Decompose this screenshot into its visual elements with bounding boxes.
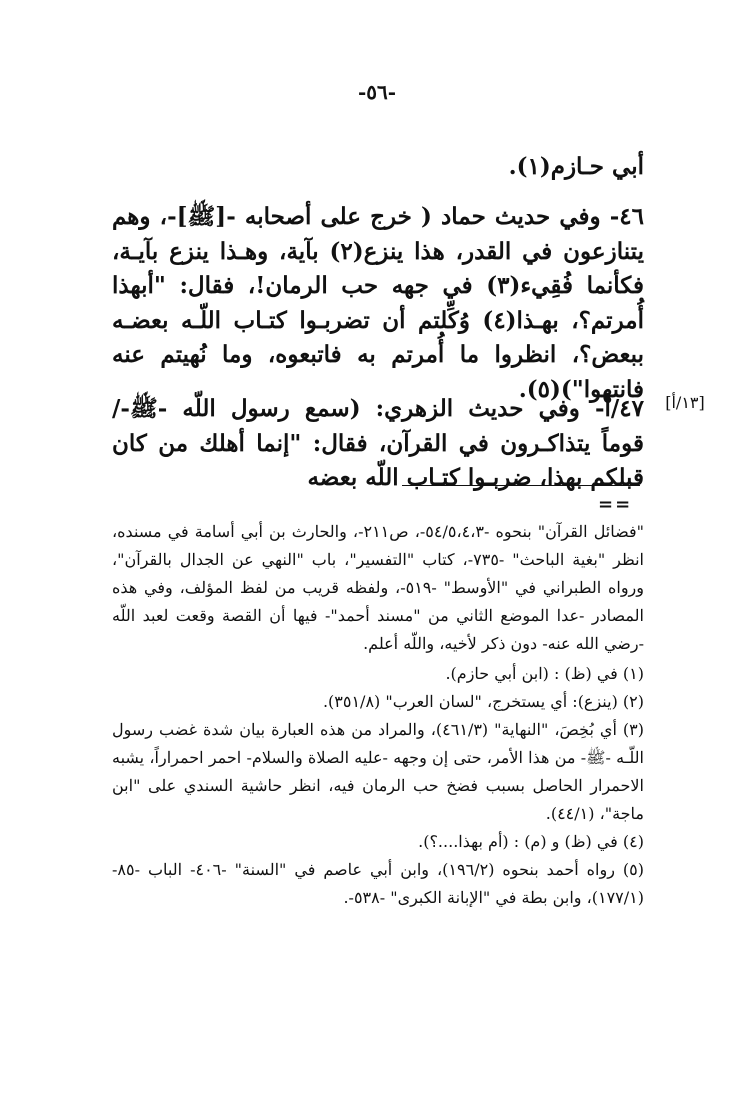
footnotes-section [112, 518, 644, 912]
footnote-4: (٤) في (ظ) و (م) : (أم بهذا....؟). [418, 832, 644, 851]
margin-folio-note: [١٣/أ] [665, 393, 705, 412]
footnote-3: (٣) أي بُخِصَ، "النهاية" (٤٦١/٣)، والمراد من هذه العبارة بيان شدة غضب رسول اللّـه -ﷺ- من هذا الأمر، حتى إن وجهه -عليه الصلاة والسلام- احمر احمراراً، يشبه الاحمرار الحاصل بسبب فضخ حب الرمان فيه، انظر حاشية السندي على "ابن ماجة"، (٤٤/١). [112, 720, 644, 823]
page-number: -٥٦- [357, 80, 397, 104]
paragraph-hadith-47: ٤٧/أ- وفي حديث الزهري: (سمع رسول اللّه -ﷺ-/ قوماً يتذاكـرون في القرآن، فقال: "إنما أهلك من كان قبلكم بهذا، ضربـوا كتـاب اللّه بعضه [112, 395, 644, 491]
paragraph-hadith-46: ٤٦- وفي حديث حماد ( خرج على أصحابه -[ﷺ]-، وهم يتنازعون في القدر، هذا ينزع(٢) بآية، وهـذا ينزع بآيـة، فكأنما فُقِيء(٣) في جهه حب الرمان!، فقال: "أبهذا أُمرتم؟، بهـذا(٤) وُكِّلتم أن تضربـوا كتـاب اللّـه بعضـه ببعض؟، انظروا ما أُمرتم به فاتبعوه، وما نُهيتم عنه فانتهوا")(٥). [112, 203, 644, 403]
paragraph-continuation: أبي حـازم(١). [508, 153, 644, 180]
footnote-5: (٥) رواه أحمد بنحوه (١٩٦/٢)، وابن أبي عاصم في "السنة" -٤٠٦- الباب -٨٥- (١٧٧/١)، وابن بطة في "الإبانة الكبرى" -٥٣٨-. [112, 860, 644, 907]
footnote-separator-marks: == [598, 494, 633, 515]
footnote-continuation: "فضائل القرآن" بنحوه -٥٤/٥،٤،٣-، ص٢١١-، والحارث بن أبي أسامة في مسنده، انظر "بغية الباحث" -٧٣٥-، كتاب "التفسير"، باب "النهي عن الجدال بالقرآن"، ورواه الطبراني في "الأوسط" -٥١٩-، ولفظه قريب من لفظ المؤلف، وفي هذه المصادر -عدا الموضع الثاني من "مسند أحمد"- فيها أن القصة وقعت لعبد اللّه -رضي الله عنه- دون ذكر لأخيه، واللّه أعلم. [112, 522, 645, 653]
main-text-hadith-47 [112, 392, 644, 496]
main-text-line-1 [112, 150, 644, 185]
footnote-2: (٢) (ينزع): أي يستخرج، "لسان العرب" (٣٥١/٨). [322, 692, 644, 711]
footnote-separator-line [402, 485, 640, 486]
footnote-1: (١) في (ظ) : (ابن أبي حازم). [445, 664, 644, 683]
main-text-hadith-46 [112, 200, 644, 407]
